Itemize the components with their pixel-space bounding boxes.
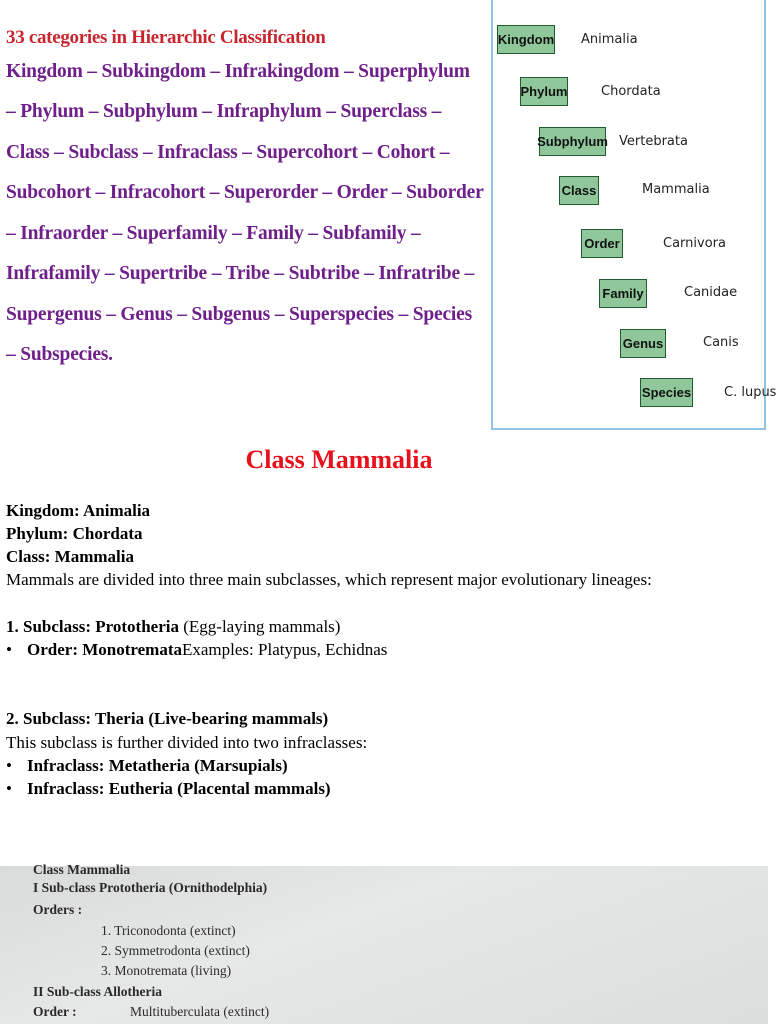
rank-value-kingdom: Animalia xyxy=(581,32,638,47)
order-examples: Examples: Platypus, Echidnas xyxy=(182,640,388,659)
rank-box-order: Order xyxy=(581,229,623,258)
phylum-line: Phylum: Chordata xyxy=(6,524,143,543)
rank-box-genus: Genus xyxy=(620,329,666,358)
rank-box-kingdom: Kingdom xyxy=(497,25,555,54)
bullet-icon: • xyxy=(6,756,12,775)
classification-line: Infrafamily – Supertribe – Tribe – Subtribe – Infratribe – xyxy=(6,263,475,284)
rank-box-phylum: Phylum xyxy=(520,77,568,106)
rank-value-family: Canidae xyxy=(684,285,738,300)
bullet-icon: • xyxy=(6,640,12,659)
scan-subclass-1: I Sub-class Prototheria (Ornithodelphia) xyxy=(33,880,268,895)
page-heading: Class Mammalia xyxy=(245,445,433,474)
intro-paragraph: Mammals are divided into three main subclasses, which represent major evolutionary lineages: xyxy=(6,570,652,589)
infraclass-eutheria: Infraclass: Eutheria (Placental mammals) xyxy=(27,779,331,798)
rank-value-class: Mammalia xyxy=(642,182,710,197)
scan-subclass-2: II Sub-class Allotheria xyxy=(33,984,163,999)
hierarchy-diagram xyxy=(491,0,776,430)
subclass-1-desc: (Egg-laying mammals) xyxy=(179,617,341,636)
rank-value-genus: Canis xyxy=(703,335,739,350)
classification-line: Kingdom – Subkingdom – Infrakingdom – Superphylum xyxy=(6,61,470,82)
subclass-1-line xyxy=(6,617,340,637)
classification-line: Supergenus – Genus – Subgenus – Superspecies – Species xyxy=(6,304,472,325)
subclass-2-desc: This subclass is further divided into two infraclasses: xyxy=(6,733,368,752)
classification-line: – Phylum – Subphylum – Infraphylum – Superclass – xyxy=(6,101,442,122)
classification-image xyxy=(0,0,490,420)
rank-box-class: Class xyxy=(559,176,599,205)
scanned-page-image xyxy=(0,862,768,1024)
scan-order-value: Multituberculata (extinct) xyxy=(130,1004,270,1019)
classification-line: Class – Subclass – Infraclass – Supercohort – Cohort – xyxy=(6,142,450,163)
infraclass-metatheria: Infraclass: Metatheria (Marsupials) xyxy=(27,756,288,775)
class-line: Class: Mammalia xyxy=(6,547,134,566)
scan-orders-label: Orders : xyxy=(33,902,83,917)
bullet-icon: • xyxy=(6,779,12,798)
scan-order-item: 1. Triconodonta (extinct) xyxy=(101,923,236,938)
kingdom-line: Kingdom: Animalia xyxy=(6,501,151,520)
scan-order-item: 2. Symmetrodonta (extinct) xyxy=(101,943,250,958)
order-name: Order: Monotremata xyxy=(27,640,182,659)
scan-order-item: 3. Monotremata (living) xyxy=(101,963,232,978)
rank-value-species: C. lupus xyxy=(724,385,776,400)
subclass-2-line: 2. Subclass: Theria (Live-bearing mammals) xyxy=(6,709,329,728)
rank-box-family: Family xyxy=(599,279,647,308)
rank-value-order: Carnivora xyxy=(663,236,726,251)
scan-title: Class Mammalia xyxy=(33,862,131,877)
scan-order-label: Order : xyxy=(33,1004,77,1019)
subclass-1-name: 1. Subclass: Prototheria xyxy=(6,617,179,636)
classification-line: Subcohort – Infracohort – Superorder – Order – Suborder xyxy=(6,182,484,203)
order-monotremata-line xyxy=(27,640,387,660)
rank-value-phylum: Chordata xyxy=(601,84,661,99)
classification-title: 33 categories in Hierarchic Classification xyxy=(6,27,326,48)
rank-box-species: Species xyxy=(640,378,693,407)
classification-line: – Infraorder – Superfamily – Family – Subfamily – xyxy=(6,223,421,244)
classification-line: – Subspecies. xyxy=(6,344,113,365)
rank-box-subphylum: Subphylum xyxy=(539,127,606,156)
rank-value-subphylum: Vertebrata xyxy=(619,134,688,149)
